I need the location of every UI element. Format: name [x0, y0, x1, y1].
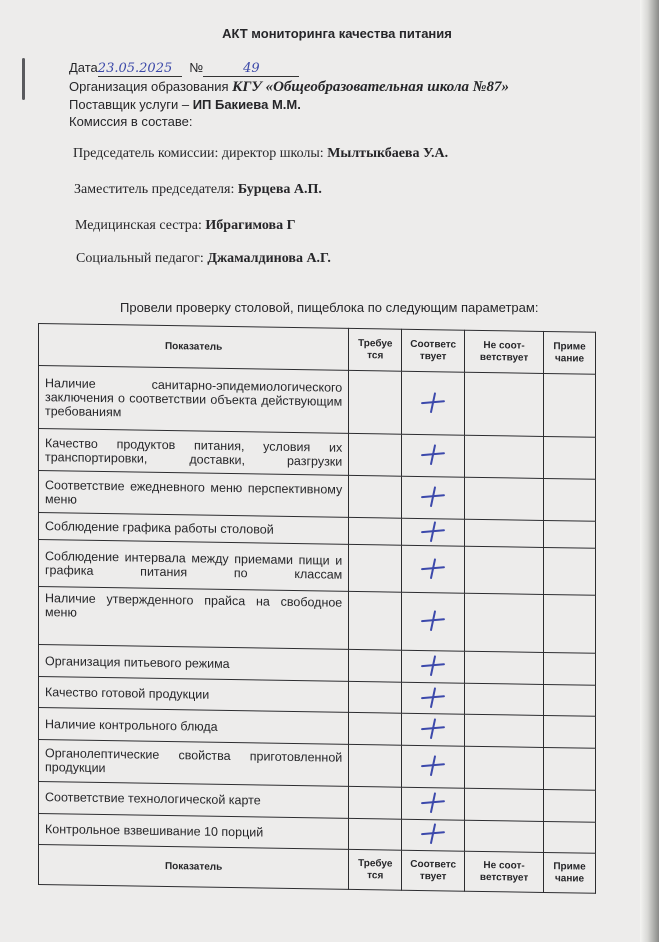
header-indicator: Показатель	[39, 324, 349, 371]
organization-label: Организация образования	[69, 79, 229, 94]
handwritten-plus-mark	[420, 822, 446, 844]
handwritten-plus-mark	[420, 686, 446, 708]
date-value: 23.05.2025	[98, 61, 182, 77]
member-social-pedagogue	[76, 251, 331, 267]
member-role: Заместитель председателя:	[74, 182, 235, 197]
pen-margin-mark	[22, 58, 25, 100]
supplier-label: Поставщик услуги –	[69, 97, 190, 112]
row-indicator: Качество готовой продукции	[39, 676, 349, 712]
header-not-complies: Не соот- ветствует	[465, 851, 544, 892]
member-name: Бурцева А.П.	[237, 182, 322, 197]
organization-line	[69, 79, 509, 96]
header-indicator: Показатель	[39, 845, 349, 890]
row-indicator: Наличие санитарно-эпидемиологического заключения о соответствии объекта действующим требованиям	[39, 366, 349, 434]
row-indicator: Соблюдение графика работы столовой	[39, 513, 349, 545]
row-indicator: Качество продуктов питания, условия их транспортировки, доставки, разгрузки	[39, 429, 349, 476]
header-required: Требуе тся	[349, 849, 402, 890]
member-name: Джамалдинова А.Г.	[207, 251, 331, 266]
table-row	[39, 366, 596, 438]
row-indicator: Органолептические свойства приготовленной продукции	[39, 739, 349, 786]
member-nurse	[75, 218, 295, 234]
table-header-row-repeat	[39, 845, 596, 894]
row-indicator: Контрольное взвешивание 10 порций	[39, 813, 349, 849]
row-indicator: Наличие утвержденного прайса на свободное меню	[39, 586, 349, 650]
row-indicator: Организация питьевого режима	[39, 645, 349, 681]
table-row	[39, 586, 596, 654]
handwritten-plus-mark	[420, 791, 446, 813]
supplier-line	[69, 97, 301, 112]
member-chair	[73, 146, 448, 162]
inspection-table	[38, 323, 596, 894]
row-indicator: Соответствие ежедневного меню перспективному меню	[39, 471, 349, 518]
member-name: Ибрагимова Г	[205, 218, 296, 233]
member-name: Мылтыкбаева У.А.	[327, 146, 449, 161]
header-complies: Соответс твует	[402, 850, 465, 891]
member-role: Социальный педагог:	[76, 251, 204, 266]
date-line	[69, 60, 299, 77]
row-indicator: Наличие контрольного блюда	[39, 708, 349, 744]
member-deputy	[74, 182, 322, 198]
page-edge	[640, 0, 659, 942]
handwritten-plus-mark	[420, 717, 446, 739]
document-title: АКТ мониторинга качества питания	[222, 26, 452, 41]
row-indicator: Соответствие технологической карте	[39, 782, 349, 818]
date-label: Дата	[69, 60, 98, 75]
handwritten-plus-mark	[420, 609, 446, 631]
handwritten-plus-mark	[420, 485, 446, 507]
number-value: 49	[203, 61, 299, 77]
handwritten-plus-mark	[420, 391, 446, 413]
handwritten-plus-mark	[420, 654, 446, 676]
organization-value: КГУ «Общеобразовательная школа №87»	[232, 79, 510, 95]
header-required: Требуе тся	[349, 328, 402, 371]
handwritten-plus-mark	[420, 443, 446, 465]
header-not-complies: Не соот- ветствует	[465, 330, 544, 373]
supplier-value: ИП Бакиева М.М.	[192, 97, 301, 112]
handwritten-plus-mark	[420, 557, 446, 579]
inspection-intro: Провели проверку столовой, пищеблока по следующим параметрам:	[120, 300, 539, 315]
number-label: №	[189, 60, 204, 75]
row-indicator: Соблюдение интервала между приемами пищи и графика питания по классам	[39, 540, 349, 591]
commission-label: Комиссия в составе:	[69, 114, 193, 129]
header-note: Приме чание	[544, 331, 596, 374]
member-role: Председатель комиссии: директор школы:	[73, 146, 324, 161]
handwritten-plus-mark	[420, 520, 446, 542]
handwritten-plus-mark	[420, 754, 446, 776]
header-complies: Соответс твует	[402, 329, 465, 372]
header-note: Приме чание	[544, 852, 596, 893]
member-role: Медицинская сестра:	[75, 218, 202, 233]
